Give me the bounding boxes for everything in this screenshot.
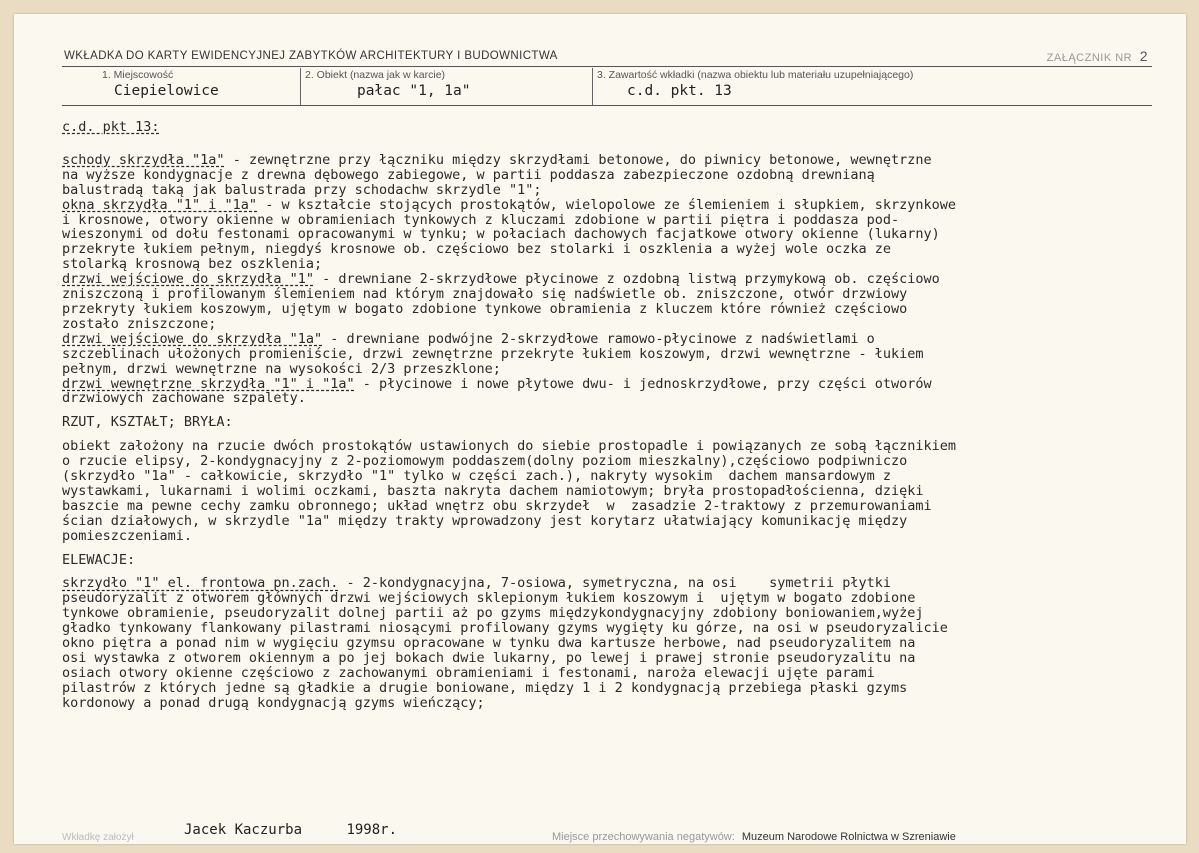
text-line: - płycinowe i nowe płytowe dwu- i jednoskrzydłowe, przy części otworów [354, 375, 932, 392]
text-line: ścian działowych, w skrzydle "1a" między trakty wprowadzony jest korytarz ułatwiający komunikację między [62, 512, 908, 529]
continuation-heading: c.d. pkt 13: [62, 119, 160, 135]
section-heading-plan: RZUT, KSZTAŁT; BRYŁA: [62, 414, 233, 431]
text-line: na wyższe kondygnacje z drewna dębowego zabiegowe, w partii poddasza zabezpieczone ozdobną drewnianą [62, 166, 875, 183]
text-line: gładko tynkowany flankowany pilastrami niosącymi profilowany gzyms wygięty ku górze, na osi w pseudoryzalicie [62, 620, 948, 637]
section-title-front-elevation: skrzydło "1" el. frontowa pn.zach. [62, 575, 339, 592]
text-line: wieszonymi od dołu festonami opracowanymi w tynku; w połaciach dachowych facjatkowe otwory okienne (lukarny) [62, 226, 940, 243]
prepared-by-label: Wkładkę założył [62, 832, 134, 843]
text-line: - drewniane podwójne 2-skrzydłowe ramowo-płycinowe z nadświetlami o [322, 330, 875, 347]
negative-storage [552, 831, 956, 843]
text-line: przekryty łukiem koszowym, ujętym w bogato zdobione tynkowe obramienia z kluczem które również częściowo [62, 300, 908, 317]
section-heading-elevations: ELEWACJE: [62, 551, 136, 568]
content-value: c.d. pkt. 13 [627, 83, 732, 99]
text-line: osiach otwory okienne częściowo z zachowanymi obramieniami i festonami, naroża elewacji ujęte parami [62, 664, 875, 681]
text-line: kordonowy a ponad drugą kondygnacją gzyms wieńczący; [62, 694, 485, 711]
header-rule-top [62, 66, 1152, 67]
text-line: - zewnętrzne przy łączniku między skrzydłami betonowe, do piwnicy betonowe, wewnętrzne [224, 151, 932, 168]
attachment-number [1047, 48, 1148, 64]
attachment-label: ZAŁĄCZNIK NR [1046, 52, 1133, 64]
text-line: drzwiowych zachowane szpalety. [62, 390, 306, 407]
text-line: pseudoryzalit z otworem głównych drzwi wejściowych sklepionym łukiem koszowym i ujętym w bogato zdobione [62, 590, 916, 607]
text-line: wystawkami, lukarnami i wolimi oczkami, baszta nakryta dachem namiotowym; bryła prostopadłościenna, dzięki [62, 482, 924, 499]
text-line: obiekt założony na rzucie dwóch prostokątów ustawionych do siebie prostopadle i powiązanych ze sobą łącznikiem [62, 438, 957, 455]
text-line: - 2-kondygnacyjna, 7-osiowa, symetryczna, na osi symetrii płytki [338, 575, 892, 592]
section-title-windows: okna skrzydła "1" i "1a" [62, 196, 258, 213]
author-signature [184, 822, 397, 838]
section-title-doors-1a: drzwi wejściowe do skrzydła "1a" [62, 330, 323, 347]
text-line: pełnym, drzwi wewnętrzne na wysokości 2/3 przeszklone; [62, 360, 501, 377]
document-body [62, 120, 1182, 711]
locality-value: Ciepielowice [114, 83, 219, 99]
text-line: - drewniane 2-skrzydłowe płycinowe z ozdobną listwą przymykową ob. częściowo [313, 271, 940, 288]
text-line: balustradą taką jak balustrada przy schodachw skrzydle "1"; [62, 181, 542, 198]
object-value: pałac "1, 1a" [357, 83, 471, 99]
header-rule-bottom [62, 105, 1152, 106]
text-line: osi wystawka z otworem okiennym a po jej bokach dwie lukarny, po lewej i prawej stronie pseudoryzalitu na [62, 650, 916, 666]
text-line: przekryte łukiem pełnym, niegdyś krosnowe ob. częściowo bez stolarki i oszklenia a wyżej wole oczka ze [62, 241, 892, 258]
text-line: pilastrów z których jedne są gładkie a drugie boniowane, między 1 i 2 kondygnacją przebiega płaski gzyms [62, 679, 908, 696]
content-label: 3. Zawartość wkładki (nazwa obiektu lub materiału uzupełniającego) [597, 69, 914, 81]
text-line: tynkowe obramienie, pseudoryzalit dolnej partii aż po gzyms międzykondygnacyjny zdobiony boniowaniem,wyżej [62, 605, 924, 622]
locality-label: 1. Miejscowość [102, 69, 174, 81]
section-title-stairs: schody skrzydła "1a" [62, 151, 225, 168]
author-year: 1998r. [346, 822, 398, 838]
text-line: o rzucie elipsy, 2-kondygnacyjny z 2-poziomowym poddaszem(dolny poziom mieszkalny),częściowo podpiwniczo [62, 453, 908, 470]
header-cell-object [300, 68, 593, 105]
section-title-inner-doors: drzwi wewnętrzne skrzydła "1" i "1a" [62, 375, 355, 392]
text-line: (skrzydło "1a" - całkowicie, skrzydło "1" tylko w części zach.), nakryty wysokim dachem mansardowym z [62, 468, 892, 485]
storage-value: Muzeum Narodowe Rolnictwa w Szreniawie [741, 831, 956, 843]
section-title-doors-1: drzwi wejściowe do skrzydła "1" [62, 271, 314, 288]
text-line: zniszczoną i profilowanym ślemieniem nad którym znajdowało się nadświetle ob. zniszczone, otwór drzwiowy [62, 286, 908, 303]
text-line: i krosnowe, otwory okienne w obramieniach tynkowych z kluczami zdobione w partii piętra i poddasza pod- [62, 211, 900, 228]
text-line: pomieszczeniami. [62, 527, 193, 544]
text-line: - w kształcie stojących prostokątów, wielopolowe ze ślemieniem i słupkiem, skrzynkowe [257, 196, 957, 213]
text-line: zostało zniszczone; [62, 315, 217, 332]
object-label: 2. Obiekt (nazwa jak w karcie) [305, 69, 446, 81]
text-line: szczeblinach ułożonych promieniście, drzwi zewnętrzne przekryte łukiem koszowym, drzwi wewnętrzne - łukiem [62, 345, 924, 362]
form-title: WKŁADKA DO KARTY EWIDENCYJNEJ ZABYTKÓW ARCHITEKTURY I BUDOWNICTWA [64, 50, 558, 62]
attachment-value: 2 [1139, 48, 1148, 64]
storage-label: Miejsce przechowywania negatywów: [552, 831, 735, 843]
text-line: baszcie ma pewne cechy zamku obronnego; układ wnętrz obu skrzydeł w zasadzie 2-traktowy z przemurowaniami [62, 497, 932, 514]
text-line: stolarką krosnową bez oszklenia; [62, 256, 323, 273]
header-cell-content [592, 68, 1153, 105]
header-cell-locality [62, 68, 300, 105]
author-name: Jacek Kaczurba [184, 822, 303, 838]
text-line: okno piętra a ponad nim w wygięciu gzymsu opracowane w tynku dwa kartusze herbowe, nad pseudoryzalitem na [62, 635, 916, 652]
document-sheet [14, 14, 1186, 844]
